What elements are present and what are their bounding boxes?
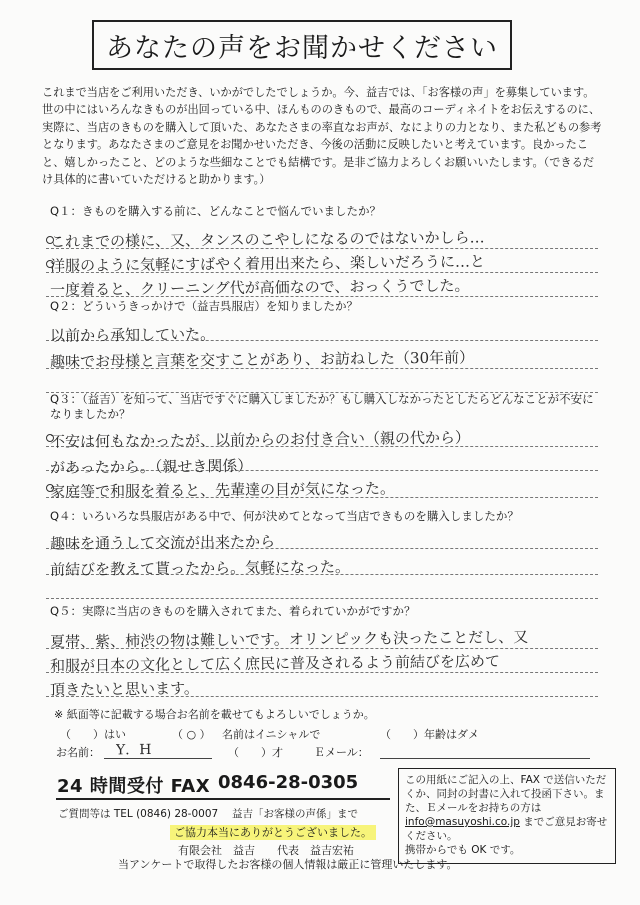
q4-answer-2: 前結びを教えて貰ったから。気軽になった。 [49,557,351,579]
age-field[interactable]: （ ）才 [228,746,283,759]
q3-answer-3: 家庭等で和服を着ると、先輩達の目が気になった。 [49,479,396,501]
q1-answer-1: これまでの様に、又、タンスのこやしになるのではないかしら… [49,228,485,251]
side-text-2: までご意見お寄せください。 [405,816,608,842]
answer-line [46,598,598,599]
q5-question: Q５：実際に当店のきものを購入されてまた、着られていかがですか？ [50,604,416,618]
fax-underline [56,798,390,800]
fax-label: 24 時間受付 FAX [57,776,211,797]
q2-question: Q２：どういうきっかけで（益吉呉服店）を知りましたか？ [50,299,359,313]
name-permission-prompt: ※ 紙面等に記載する場合お名前を載せてもよろしいでしょうか。 [54,708,375,721]
inquiry-dest: 益吉「お客様の声係」まで [232,808,358,820]
q4-answer-1: 趣味を通うして交流が出来たから [49,532,276,553]
side-mobile: 携帯からでも OK です。 [405,844,521,856]
survey-title: あなたの声をお聞かせください [92,20,512,70]
q1-answer-2: 洋服のように気軽にすばやく着用出来たら、楽しいだろうに…と [49,252,486,275]
thanks-text [170,824,376,840]
option-age-no[interactable]: （ ）年齢はダメ [380,728,479,741]
q3-question: Q３：（益吉）を知って、当店ですぐに購入しましたか？もし購入しなかったとしたらどんなことが不安になりましたか？ [50,392,594,421]
q1-answer-3: 一度着ると、クリーニング代が高価なので、おっくうでした。 [49,276,470,299]
name-label: お名前： [56,746,100,759]
side-email-link[interactable]: info@masuyoshi.co.jp [405,816,520,828]
email-underline [380,758,590,759]
option-initial-label: 名前はイニシャルで [222,728,321,741]
q4-question: Q４：いろいろな呉服店がある中で、何が決めてとなって当店できものを購入しましたか？ [50,509,519,523]
fax-number: 0846-28-0305 [218,772,359,793]
q3-answer-2: があったから。（親せき関係） [49,456,253,477]
q5-answer-3: 頂きたいと思います。 [49,679,199,699]
q2-answer-1: 以前から承知していた。 [49,325,216,345]
q5-answer-1: 夏帯、紫、柿渋の物は難しいです。オリンピックも決ったことだし、又 [49,627,529,651]
q3-answer-1: 不安は何もなかったが、以前からのお付き合い（親の代から） [49,428,471,451]
thanks-highlight: ご協力本当にありがとうございました。 [170,825,376,840]
intro-text: これまで当店をご利用いただき、いかがでしたでしょうか。今、益吉では、「お客様の声」を募集しています。世の中にはいろんなきものが出回っている中、ほんもののきもので、最高のコーディネイトをお伝えするのに、実際に、当店のきものを購入して頂いた、あなたさまの率直なお声が、なによりの力となり、また私どもの参考となります。あなたさまのご意見をお聞かせいただき、今後の活動に反映したいと考えています。良かったこと、嬉しかったこと、どのような些細なことでも結構です。是非ご協力よろしくお願いいたします。（できるだけ具体的に書いていただけると助かります。） [42,86,602,187]
q1-question: Q１：きものを購入する前に、どんなことで悩んでいましたか？ [50,204,382,218]
q5-answer-2: 和服が日本の文化として広く庶民に普及されるよう前結びを広めて [49,652,501,675]
submit-instructions-box [398,768,616,864]
option-yes[interactable]: （ ）はい [60,728,126,741]
q2-answer-2: 趣味でお母様と言葉を交すことがあり、お訪ねした（30年前） [49,348,475,371]
option-initial-mark[interactable]: （ ○ ） [172,728,211,741]
inquiry-tel: ご質問等は TEL (0846) 28-0007 [58,808,219,820]
side-text: この用紙にご記入の上、FAX で送信いただくか、同封の封書に入れて投函下さい。また、Ｅメールをお持ちの方は [405,774,607,814]
name-value[interactable]: Y．H [115,742,152,759]
company-name: 有限会社 益吉 代表 益吉宏祐 [178,844,354,857]
privacy-footer: 当アンケートで取得したお客様の個人情報は厳正に管理いたします。 [118,858,458,871]
name-underline [104,758,212,759]
email-label: Ｅメール： [314,746,369,759]
